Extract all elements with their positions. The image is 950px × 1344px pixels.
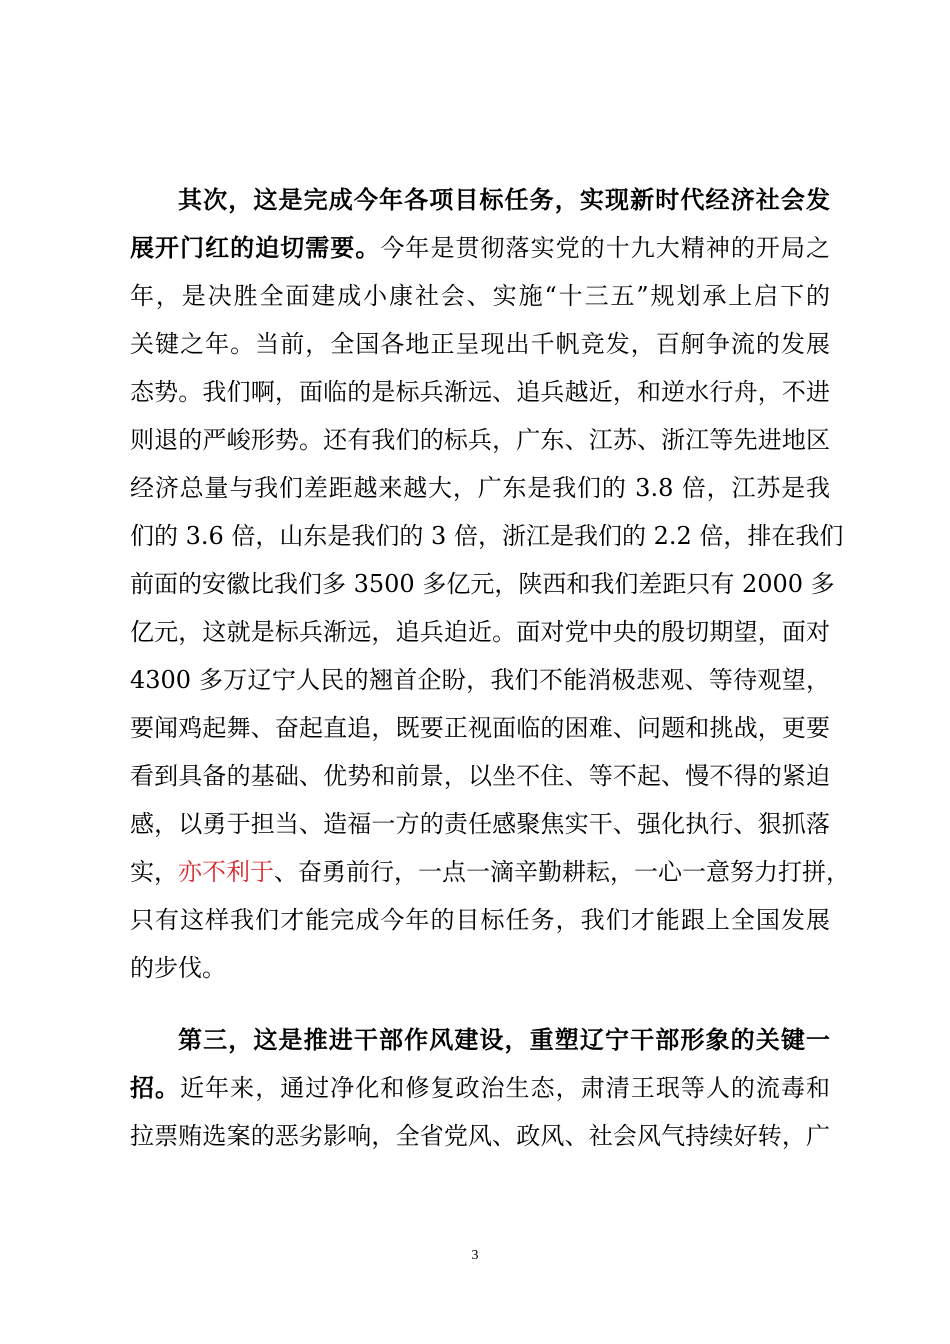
paragraph-1-line-7: 经济总量与我们差距越来越大，广东是我们的 3.8 倍，江苏是我	[130, 474, 830, 502]
paragraph-2-heading-end: 招。	[130, 1073, 181, 1102]
paragraph-2-heading-line-1: 第三，这是推进干部作风建设，重塑辽宁干部形象的关键一	[178, 1025, 830, 1054]
paragraph-1-line-2-text: 今年是贯彻落实党的十九大精神的开局之	[380, 234, 831, 262]
paragraph-1-line-14: 感，以勇于担当、造福一方的责任感聚焦实干、强化执行、狠抓落	[130, 810, 830, 838]
paragraph-1-line-15-start: 实，	[130, 858, 178, 886]
paragraph-1-heading-line-1: 其次，这是完成今年各项目标任务，实现新时代经济社会发	[178, 185, 830, 214]
paragraph-2-line-3: 拉票贿选案的恶劣影响，全省党风、政风、社会风气持续好转，广	[130, 1122, 830, 1150]
paragraph-1-line-15-end: 、奋勇前行，一点一滴辛勤耕耘，一心一意努力打拼，	[274, 858, 850, 886]
paragraph-1-line-6: 则退的严峻形势。还有我们的标兵，广东、江苏、浙江等先进地区	[130, 426, 830, 454]
paragraph-1-line-17: 的步伐。	[130, 954, 226, 982]
paragraph-1-line-5: 态势。我们啊，面临的是标兵渐远、追兵越近，和逆水行舟，不进	[130, 378, 830, 406]
paragraph-1-line-12: 要闻鸡起舞、奋起直追，既要正视面临的困难、问题和挑战，更要	[130, 714, 830, 742]
paragraph-1-line-13: 看到具备的基础、优势和前景，以坐不住、等不起、慢不得的紧迫	[130, 762, 830, 790]
paragraph-1-line-15	[130, 848, 850, 896]
paragraph-1-line-16: 只有这样我们才能完成今年的目标任务，我们才能跟上全国发展	[130, 906, 830, 934]
paragraph-1-line-8: 们的 3.6 倍，山东是我们的 3 倍，浙江是我们的 2.2 倍，排在我们	[130, 522, 844, 550]
paragraph-1-line-2	[130, 224, 830, 272]
paragraph-2-line-2-text: 近年来，通过净化和修复政治生态，肃清王珉等人的流毒和	[180, 1074, 831, 1102]
paragraph-1-line-9: 前面的安徽比我们多 3500 多亿元，陕西和我们差距只有 2000 多	[130, 570, 835, 598]
page-number: 3	[471, 1248, 479, 1263]
paragraph-1-line-10: 亿元，这就是标兵渐远，追兵迫近。面对党中央的殷切期望，面对	[130, 618, 830, 646]
highlighted-phrase: 亦不利于	[178, 858, 274, 886]
paragraph-1-line-4: 关键之年。当前，全国各地正呈现出千帆竞发，百舸争流的发展	[130, 330, 830, 358]
paragraph-1-line-3: 年，是决胜全面建成小康社会、实施“十三五”规划承上启下的	[130, 282, 830, 310]
paragraph-1-line-11: 4300 多万辽宁人民的翘首企盼，我们不能消极悲观、等待观望，	[130, 666, 830, 694]
paragraph-1-heading-end: 展开门红的迫切需要。	[130, 233, 381, 262]
paragraph-2-line-2	[130, 1064, 830, 1112]
